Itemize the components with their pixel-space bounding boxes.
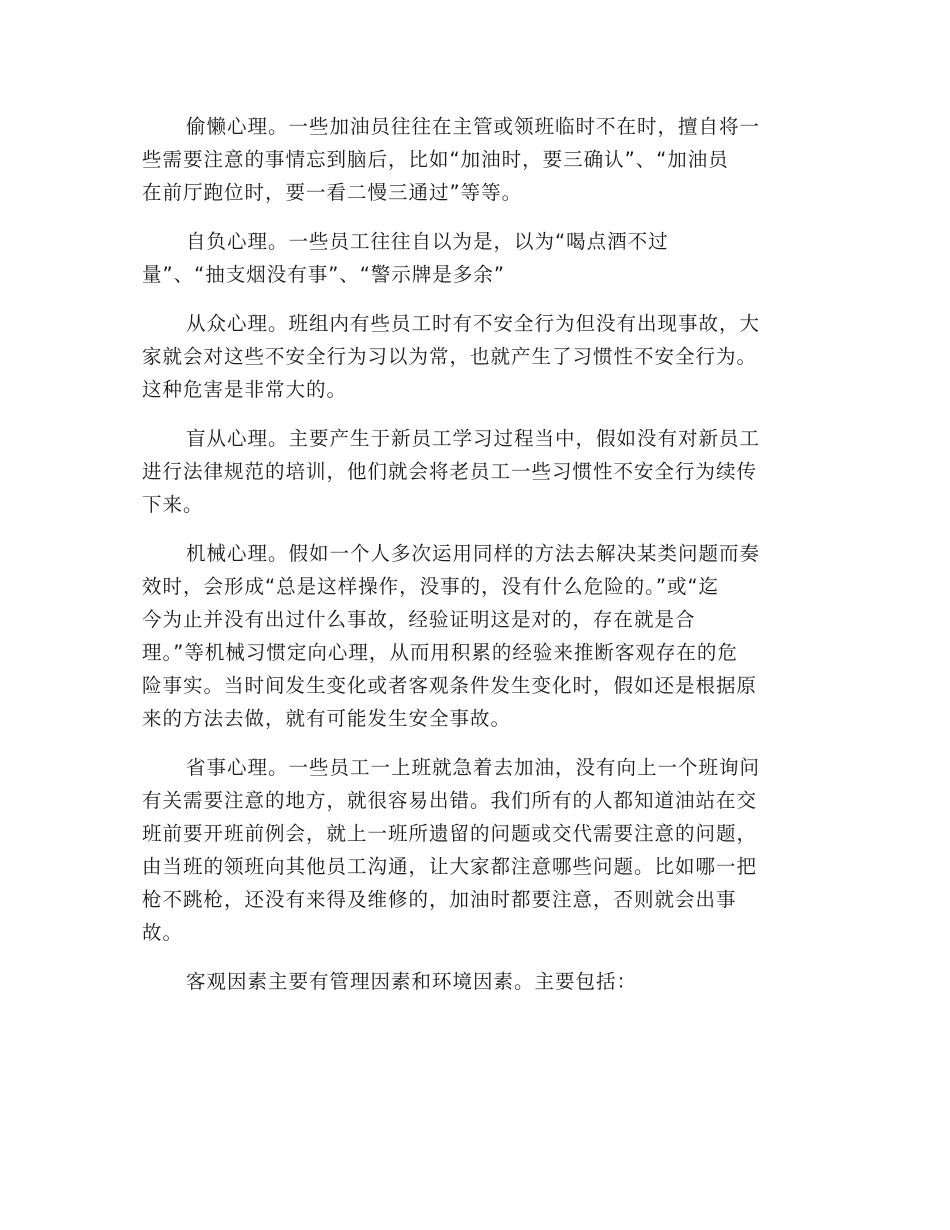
text-line: 省事心理。一些员工一上班就急着去加油，没有向上一个班询问 [186,756,761,779]
paragraph-mechanical [142,537,802,735]
text-line: 客观因素主要有管理因素和环境因素。主要包括： [186,970,638,993]
text-line: 由当班的领班向其他员工沟通，让大家都注意哪些问题。比如哪一把 [142,855,758,878]
text-line: 今为止并没有出过什么事故，经验证明这是对的，存在就是合 [142,608,696,631]
text-line: 班前要开班前例会，就上一班所遗留的问题或交代需要注意的问题， [142,822,758,845]
paragraph-conceit [142,225,802,291]
text-line: 盲从心理。主要产生于新员工学习过程当中，假如没有对新员工 [186,427,761,450]
text-line: 下来。 [142,493,204,516]
paragraph-conformity [142,307,802,406]
text-line: 些需要注意的事情忘到脑后，比如“加油时，要三确认”、“加油员 [142,148,729,171]
document-body [142,110,802,1014]
paragraph-blind-following [142,422,802,521]
text-line: 来的方法去做，就有可能发生安全事故。 [142,707,512,730]
text-line: 故。 [142,921,184,944]
text-line: 效时，会形成“总是这样操作，没事的，没有什么危险的。”或“迄 [142,575,720,598]
text-line: 自负心理。一些员工往往自以为是，以为“喝点酒不过 [186,230,669,253]
paragraph-shortcut [142,751,802,949]
text-line: 枪不跳枪，还没有来得及维修的，加油时都要注意，否则就会出事 [142,888,737,911]
text-line: 险事实。当时间发生变化或者客观条件发生变化时，假如还是根据原 [142,674,758,697]
text-line: 这种危害是非常大的。 [142,378,348,401]
text-line: 在前厅跑位时，要一看二慢三通过”等等。 [142,181,523,204]
text-line: 从众心理。班组内有些员工时有不安全行为但没有出现事故，大 [186,312,761,335]
text-line: 进行法律规范的培训，他们就会将老员工一些习惯性不安全行为续传 [142,460,758,483]
text-line: 有关需要注意的地方，就很容易出错。我们所有的人都知道油站在交 [142,789,758,812]
paragraph-laziness [142,110,802,209]
text-line: 理。”等机械习惯定向心理，从而用积累的经验来推断客观存在的危 [142,641,738,664]
paragraph-objective-factors [142,965,802,998]
text-line: 机械心理。假如一个人多次运用同样的方法去解决某类问题而奏 [186,542,761,565]
text-line: 偷懒心理。一些加油员往往在主管或领班临时不在时，擅自将一 [186,115,761,138]
text-line: 家就会对这些不安全行为习以为常，也就产生了习惯性不安全行为。 [142,345,758,368]
text-line: 量”、“抽支烟没有事”、“警示牌是多余” [142,263,506,286]
